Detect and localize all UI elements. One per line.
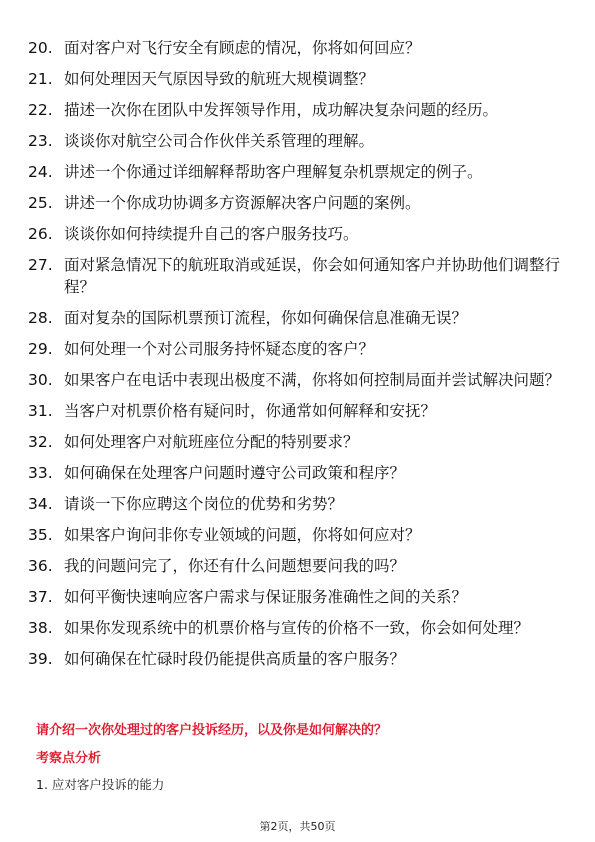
question-item	[28, 99, 568, 121]
question-text: 面对复杂的国际机票预订流程，你如何确保信息准确无误？	[64, 309, 468, 327]
question-number: 28.	[28, 309, 53, 327]
question-text: 如果客户在电话中表现出极度不满，你将如何控制局面并尝试解决问题？	[64, 371, 561, 389]
question-item	[28, 431, 568, 453]
question-number: 38.	[28, 619, 53, 637]
question-item	[28, 462, 568, 484]
analysis-heading: 考察点分析	[36, 751, 102, 766]
question-item	[28, 648, 568, 670]
question-item	[28, 307, 568, 329]
question-text: 如何处理一个对公司服务持怀疑态度的客户？	[64, 340, 375, 358]
question-number: 25.	[28, 194, 53, 212]
question-text: 谈谈你如何持续提升自己的客户服务技巧。	[64, 225, 359, 243]
question-number: 39.	[28, 650, 53, 668]
question-number: 22.	[28, 101, 53, 119]
question-text: 如果客户询问非你专业领域的问题，你将如何应对？	[64, 526, 421, 544]
question-number: 20.	[28, 39, 53, 57]
question-item	[28, 493, 568, 515]
question-text: 如何处理因天气原因导致的航班大规模调整？	[64, 70, 375, 88]
question-text: 如何平衡快速响应客户需求与保证服务准确性之间的关系？	[64, 588, 468, 606]
question-number: 30.	[28, 371, 53, 389]
question-item	[28, 555, 568, 577]
question-item	[28, 192, 568, 214]
question-number: 21.	[28, 70, 53, 88]
question-number: 24.	[28, 163, 53, 181]
question-text: 我的问题问完了，你还有什么问题想要问我的吗？	[64, 557, 406, 575]
question-item	[28, 254, 568, 298]
question-text: 如何处理客户对航班座位分配的特别要求？	[64, 433, 359, 451]
question-text: 讲述一个你成功协调多方资源解决客户问题的案例。	[64, 194, 421, 212]
highlight-question: 请介绍一次你处理过的客户投诉经历，以及你是如何解决的？	[36, 723, 388, 738]
question-list	[28, 37, 568, 679]
question-number: 37.	[28, 588, 53, 606]
question-number: 36.	[28, 557, 53, 575]
question-number: 23.	[28, 132, 53, 150]
question-item	[28, 130, 568, 152]
question-item	[28, 369, 568, 391]
question-item	[28, 161, 568, 183]
question-text: 如何确保在忙碌时段仍能提供高质量的客户服务？	[64, 650, 406, 668]
question-item	[28, 338, 568, 360]
question-text: 当客户对机票价格有疑问时，你通常如何解释和安抚？	[64, 402, 437, 420]
question-item	[28, 223, 568, 245]
question-number: 32.	[28, 433, 53, 451]
question-text: 面对紧急情况下的航班取消或延误，你会如何通知客户并协助他们调整行程？	[64, 256, 561, 296]
question-text: 如果你发现系统中的机票价格与宣传的价格不一致，你会如何处理？	[64, 619, 530, 637]
question-item	[28, 524, 568, 546]
question-number: 33.	[28, 464, 53, 482]
question-item	[28, 37, 568, 59]
question-number: 26.	[28, 225, 53, 243]
question-text: 谈谈你对航空公司合作伙伴关系管理的理解。	[64, 132, 375, 150]
question-number: 27.	[28, 256, 53, 274]
question-number: 31.	[28, 402, 53, 420]
question-number: 35.	[28, 526, 53, 544]
page-footer: 第2页，共50页	[259, 820, 336, 833]
analysis-point: 1. 应对客户投诉的能力	[36, 777, 165, 792]
question-number: 29.	[28, 340, 53, 358]
question-text: 讲述一个你通过详细解释帮助客户理解复杂机票规定的例子。	[64, 163, 483, 181]
question-item	[28, 617, 568, 639]
question-text: 描述一次你在团队中发挥领导作用，成功解决复杂问题的经历。	[64, 101, 499, 119]
question-number: 34.	[28, 495, 53, 513]
question-item	[28, 400, 568, 422]
question-text: 如何确保在处理客户问题时遵守公司政策和程序？	[64, 464, 406, 482]
question-item	[28, 68, 568, 90]
question-text: 面对客户对飞行安全有顾虑的情况，你将如何回应？	[64, 39, 421, 57]
question-text: 请谈一下你应聘这个岗位的优势和劣势？	[64, 495, 344, 513]
question-item	[28, 586, 568, 608]
